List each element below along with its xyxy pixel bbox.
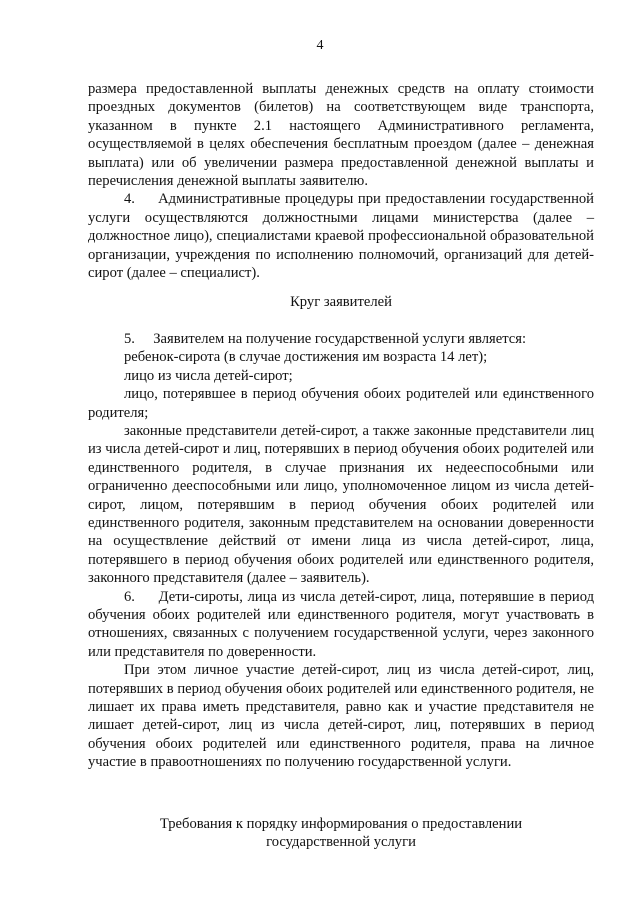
applicant-item-orphan-child: ребенок-сирота (в случае достижения им возраста 14 лет); [124,349,488,366]
paragraph-4-administrative-procedures: 4. Административные процедуры при предоставлении государственной услуги осуществляются должностными лицами министерства (далее – должностное лицо), специалистами краевой профессиональной образовательной организации, учреждения по исполнению полномочий, организаций для детей-сирот (далее – специалист). [88,191,594,282]
section-heading-informing-requirements [88,815,594,851]
section-heading-line-1: Требования к порядку информирования о предоставлении [159,815,523,832]
applicant-item-legal-representatives: законные представители детей-сирот, а также законные представители лиц из числа детей-сирот и лиц, потерявших в период обучения обоих родителей или единственного родителя, в случае признания их недееспособными или ограниченно дееспособными или лицо, уполномоченное лицом из числа детей-сирот, лицом, потерявшим в период обучения обоих родителей или единственного родителя, законным представителем на основании доверенности на осуществление действий от имени лица из числа детей-сирот, лица, потерявшего в период обучения обоих родителей или единственного родителя, законного представителя (далее – заявитель). [88,422,594,587]
section-heading-line-2: государственной услуги [266,833,416,850]
applicant-item-former-orphan: лицо из числа детей-сирот; [124,367,293,384]
paragraph-5-applicants-intro: 5. Заявителем на получение государственной услуги является: [124,330,527,347]
document-body [88,80,594,851]
paragraph-payment-continuation: размера предоставленной выплаты денежных средств на оплату стоимости проездных документов (билетов) на соответствующем виде транспорта, указанном в пункте 2.1 настоящего Административного регламента, осуществляемой в целях обеспечения бесплатным проездом (далее – денежная выплата) или об увеличении размера предоставленной денежной выплаты и перечисления денежной выплаты заявителю. [88,81,594,190]
paragraph-personal-participation: При этом личное участие детей-сирот, лиц из числа детей-сирот, лиц, потерявших в период обучения обоих родителей или единственного родителя, не лишает их права иметь представителя, равно как и участие представителя не лишает детей-сирот, лиц из числа детей-сирот, лиц, потерявших в период обучения обоих родителей или единственного родителя, права на личное участие в правоотношениях по получению государственной услуги. [88,662,594,771]
section-heading-applicants: Круг заявителей [290,294,392,311]
applicant-item-lost-parents: лицо, потерявшее в период обучения обоих родителей или единственного родителя; [88,386,594,421]
page-number: 4 [316,38,324,53]
paragraph-6-participation: 6. Дети-сироты, лица из числа детей-сирот, лица, потерявшие в период обучения обоих родителей или единственного родителя, могут участвовать в отношениях, связанных с получением государственной услуги, через законного или представителя по доверенности. [88,588,594,660]
